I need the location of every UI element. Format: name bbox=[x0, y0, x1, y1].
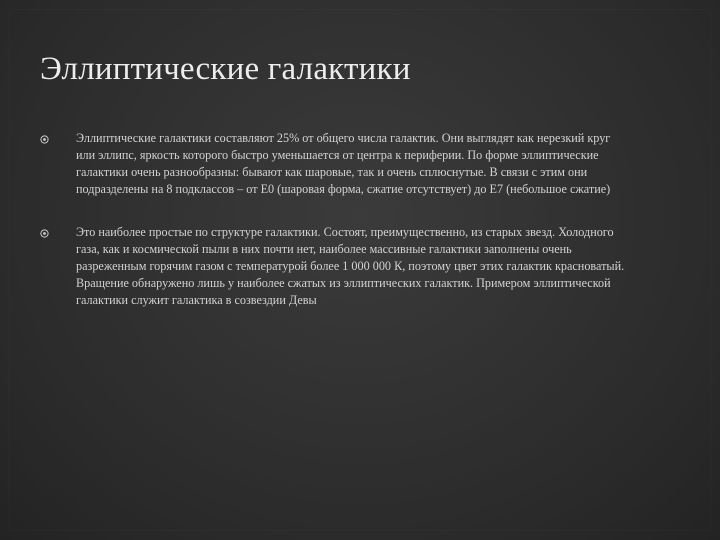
bullet-circle-icon bbox=[40, 224, 76, 238]
bullet-circle-icon bbox=[40, 130, 76, 144]
bullet-list bbox=[40, 130, 630, 335]
bullet-item-1 bbox=[40, 130, 630, 198]
slide-title: Эллиптические галактики bbox=[40, 51, 411, 87]
bullet-item-2 bbox=[40, 224, 630, 309]
bullet-text: Это наиболее простые по структуре галактики. Состоят, преимущественно, из старых звезд. Холодного газа, как и космической пыли в них почти нет, наиболее массивные галактики заполнены очень разреженным горячим газом с температурой более 1 000 000 К, поэтому цвет этих галактик красноватый. Вращение обнаружено лишь у наиболее сжатых из эллиптических галактик. Примером эллиптической галактики служит галактика в созвездии Девы bbox=[76, 225, 625, 307]
bullet-text: Эллиптические галактики составляют 25% от общего числа галактик. Они выглядят как нерезкий круг или эллипс, яркость которого быстро уменьшается от центра к периферии. По форме эллиптические галактики очень разнообразны: бывают как шаровые, так и очень сплюснутые. В связи с этим они подразделены на 8 подклассов – от E0 (шаровая форма, сжатие отсутствует) до E7 (небольшое сжатие) bbox=[76, 131, 611, 196]
